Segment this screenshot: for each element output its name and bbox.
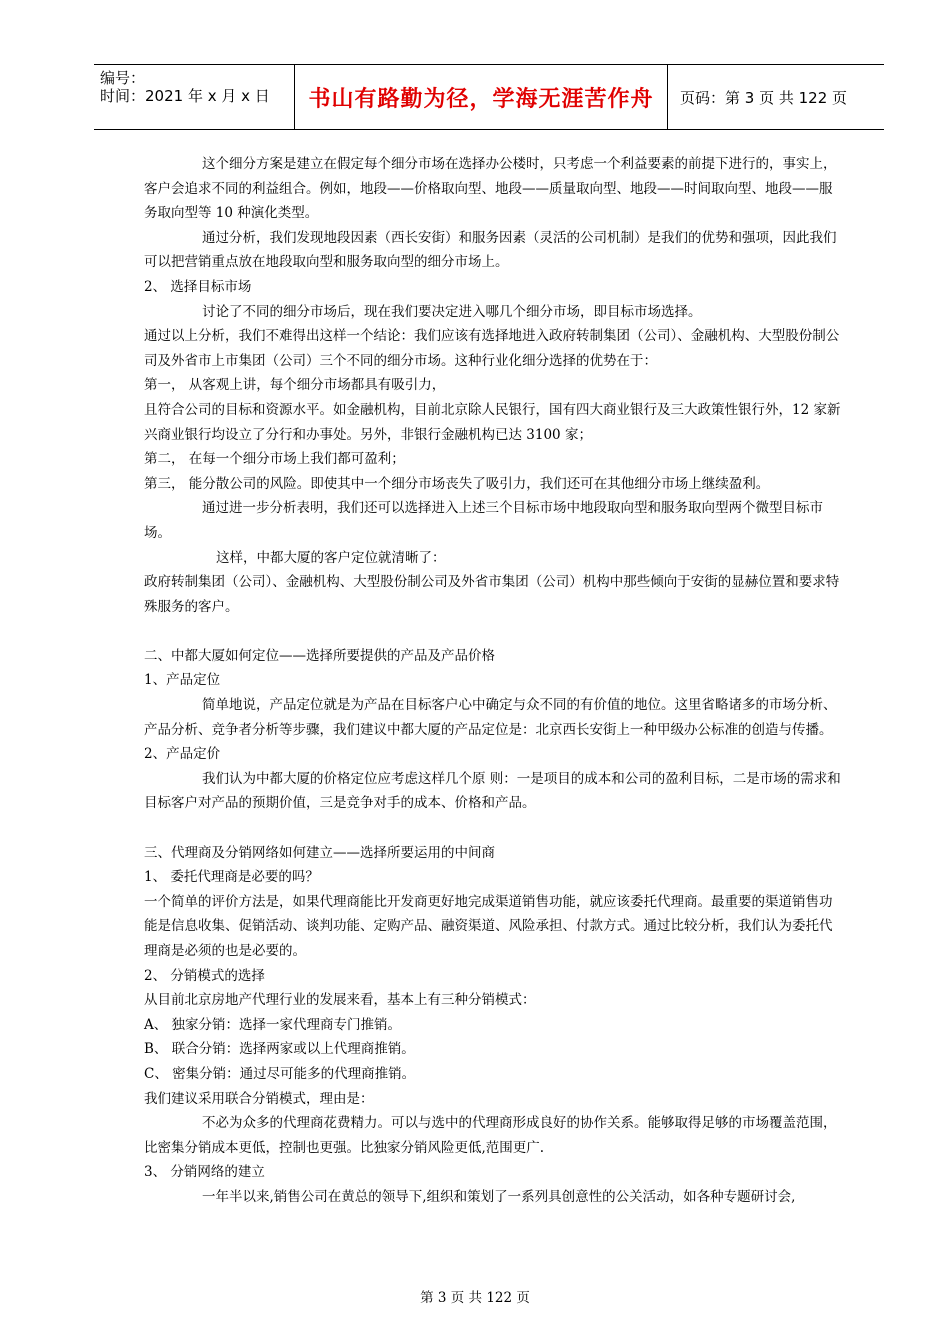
document-number-label: 编号：: [100, 69, 146, 87]
body-paragraph: 第一， 从客观上讲，每个细分市场都具有吸引力，: [144, 377, 446, 394]
body-paragraph: 通过以上分析，我们不难得出这样一个结论：我们应该有选择地进入政府转制集团（公司）、金融机构、大型股份制公司及外省市上市集团（公司）三个不同的细分市场。这种行业化细分选择的优势在于：: [144, 328, 840, 369]
body-paragraph: A、 独家分销：选择一家代理商专门推销。: [144, 1016, 402, 1033]
blank-line: [144, 816, 844, 841]
blank-line: [144, 619, 844, 644]
body-paragraph: 从目前北京房地产代理行业的发展来看，基本上有三种分销模式：: [144, 992, 536, 1009]
header-page-cell: [668, 65, 884, 129]
body-paragraph: C、 密集分销：通过尽可能多的代理商推销。: [144, 1065, 416, 1082]
body-paragraph: 一个简单的评价方法是，如果代理商能比开发商更好地完成渠道销售功能，就应该委托代理商。最重要的渠道销售功能是信息收集、促销活动、谈判功能、定购产品、融资渠道、风险承担、付款方式。通过比较分析，我们认为委托代理商是必须的也是必要的。: [144, 893, 833, 959]
body-paragraph: 2、 选择目标市场: [144, 278, 252, 295]
body-paragraph: 三、代理商及分销网络如何建立——选择所要运用的中间商: [144, 844, 495, 861]
header-motto-cell: [295, 65, 668, 129]
body-paragraph: 我们建议采用联合分销模式，理由是：: [144, 1090, 374, 1107]
body-paragraph: 2、产品定价: [144, 746, 221, 763]
body-paragraph: 3、 分销网络的建立: [144, 1164, 265, 1181]
body-paragraph: 我们认为中都大厦的价格定位应考虑这样几个原 则：一是项目的成本和公司的盈利目标，二是市场的需求和目标客户对产品的预期价值，三是竞争对手的成本、价格和产品。: [144, 770, 841, 812]
header-motto: 书山有路勤为径，学海无涯苦作舟: [308, 86, 654, 112]
body-paragraph: 这个细分方案是建立在假定每个细分市场在选择办公楼时，只考虑一个利益要素的前提下进行的，事实上，客户会追求不同的利益组合。例如，地段——价格取向型、地段——质量取向型、地段——时间取向型、地段——服务取向型等 10 种演化类型。: [144, 156, 837, 222]
body-paragraph: 一年半以来,销售公司在黄总的领导下,组织和策划了一系列具创意性的公关活动，如各种专题研讨会,: [202, 1188, 796, 1205]
body-paragraph: 政府转制集团（公司）、金融机构、大型股份制公司及外省市集团（公司）机构中那些倾向于安街的显赫位置和要求特殊服务的客户。: [144, 574, 840, 615]
page-footer: 第 3 页 共 122 页: [420, 1290, 530, 1306]
body-paragraph: 这样，中都大厦的客户定位就清晰了：: [216, 549, 446, 566]
document-time-label: 时间：2021 年 x 月 x 日: [100, 87, 270, 105]
body-paragraph: 二、中都大厦如何定位——选择所要提供的产品及产品价格: [144, 647, 495, 664]
body-paragraph: 通过分析，我们发现地段因素（西长安街）和服务因素（灵活的公司机制）是我们的优势和强项，因此我们可以把营销重点放在地段取向型和服务取向型的细分市场上。: [144, 229, 837, 271]
body-paragraph: 2、 分销模式的选择: [144, 967, 265, 984]
page-header: [94, 64, 884, 130]
body-paragraph: B、 联合分销：选择两家或以上代理商推销。: [144, 1041, 415, 1058]
body-paragraph: 第三， 能分散公司的风险。即使其中一个细分市场丧失了吸引力，我们还可在其他细分市场上继续盈利。: [144, 475, 770, 492]
body-paragraph: 不必为众多的代理商花费精力。可以与选中的代理商形成良好的协作关系。能够取得足够的市场覆盖范围，比密集分销成本更低，控制也更强。比独家分销风险更低,范围更广.: [144, 1115, 837, 1156]
body-paragraph: 1、产品定位: [144, 672, 221, 689]
document-body: [144, 152, 844, 1210]
header-left-cell: [94, 65, 295, 129]
body-paragraph: 讨论了不同的细分市场后，现在我们要决定进入哪几个细分市场，即目标市场选择。: [202, 303, 702, 320]
body-paragraph: 1、 委托代理商是必要的吗？: [144, 869, 319, 886]
body-paragraph: 第二， 在每一个细分市场上我们都可盈利；: [144, 451, 405, 468]
header-page-info: 页码：第 3 页 共 122 页: [680, 88, 848, 107]
body-paragraph: 简单地说，产品定位就是为产品在目标客户心中确定与众不同的有价值的地位。这里省略诸多的市场分析、产品分析、竞争者分析等步骤，我们建议中都大厦的产品定位是：北京西长安街上一种甲级办公标准的创造与传播。: [144, 697, 837, 738]
body-paragraph: 通过进一步分析表明，我们还可以选择进入上述三个目标市场中地段取向型和服务取向型两个微型目标市场。: [144, 500, 823, 541]
body-paragraph: 且符合公司的目标和资源水平。如金融机构，目前北京除人民银行，国有四大商业银行及三大政策性银行外，12 家新兴商业银行均设立了分行和办事处。另外，非银行金融机构已达 3100 家；: [144, 401, 841, 443]
